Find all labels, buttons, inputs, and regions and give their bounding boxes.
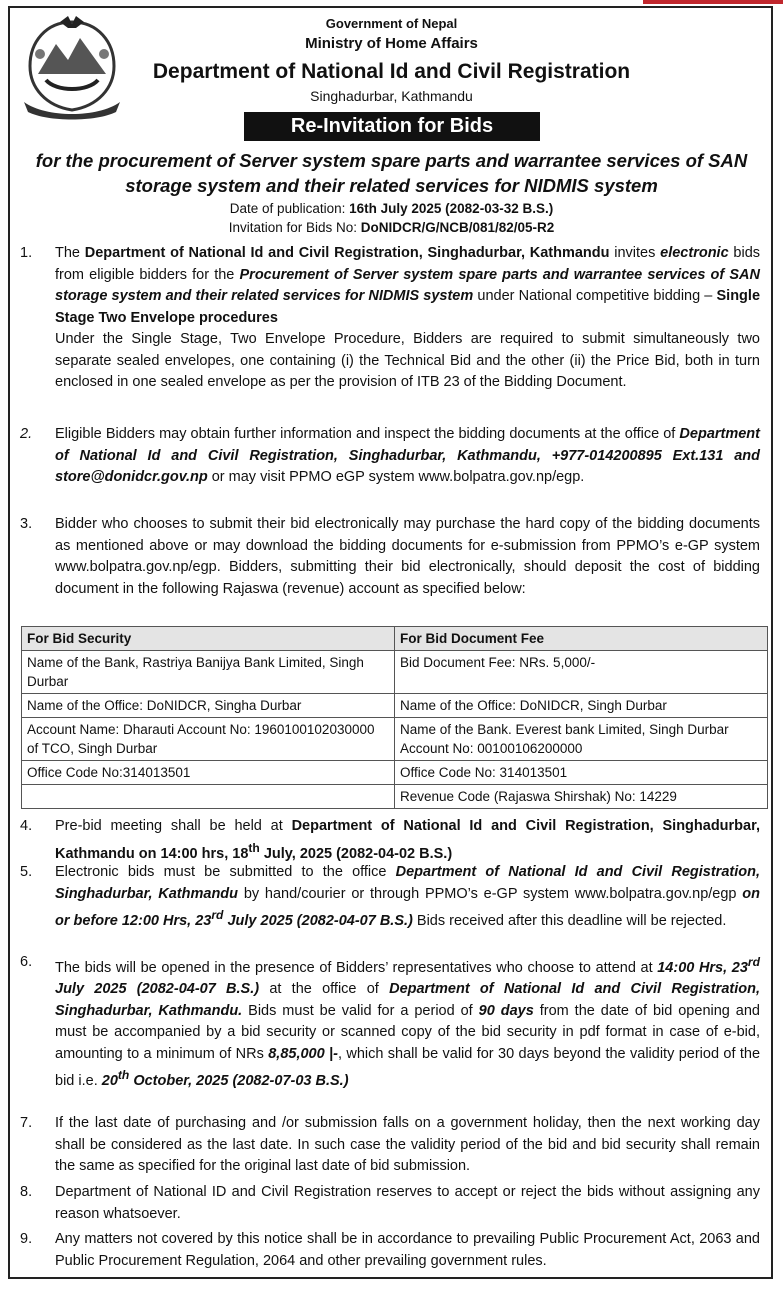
table-cell: Account Name: Dharauti Account No: 1960100102030000 of TCO, Singh Durbar [22,718,395,761]
validity-period: 90 days [478,1002,534,1019]
opening-time: 14:00 Hrs, 23 [657,959,748,976]
procurement-title: Procurement of Server system spare parts and warrantee services of SAN storage system and their related services for NIDMIS system [55,266,760,304]
item-number: 5. [20,864,33,880]
text-run: Bids must be valid for a period of [242,1002,479,1019]
opening-date: July 2025 (2082-04-07 B.S.) [55,981,260,998]
text-run: bids from eligible bidders for the [55,245,761,283]
ordinal-suffix: th [117,1068,130,1083]
table-header-row [22,627,768,651]
item-text: Department of National ID and Civil Registration reserves to accept or reject the bids without assigning any reason whatsoever. [55,1184,760,1222]
item-number: 6. [20,954,33,970]
text-run: Eligible Bidders may obtain further information and inspect the bidding documents at the office of [55,426,680,442]
text-run: The [55,245,85,261]
text-run: , which shall be valid for 30 days beyond the validity period of the bid i.e. [55,1045,761,1090]
validity-date: October, 2025 (2082-07-03 B.S.) [129,1073,349,1090]
table-cell [22,785,395,809]
list-item-7 [20,1113,760,1178]
location-heading: Singhadurbar, Kathmandu [310,88,473,104]
text-run: under National competitive bidding – [473,288,717,304]
table-cell: Bid Document Fee: NRs. 5,000/- [395,651,768,694]
ordinal-suffix: rd [211,908,224,922]
text-run: The bids will be opened in the presence of Bidders’ representatives who choose to attend at [55,959,658,976]
text-run: or may visit PPMO eGP system www.bolpatra.gov.np/egp. [207,469,585,485]
submission-office: Department of National Id and Civil Registration, Singhadurbar, Kathmandu [55,864,760,902]
item-number: 2. [20,426,33,442]
table-row [22,761,768,785]
table-cell: Name of the Bank. Everest bank Limited, Singh Durbar Account No: 00100106200000 [395,718,768,761]
item-number: 7. [20,1115,33,1131]
publication-date: 16th July 2025 (2082-03-32 B.S.) [349,201,554,216]
invitation-label: Invitation for Bids No: [228,220,361,235]
list-item-2 [20,424,760,489]
text-run: at the office of [259,981,390,998]
text-run: from the date of bid opening and must be accompanied by a bid security or scanned copy of the bid security in pdf format in case of e-bid, amounting to a minimum of NRs [55,1002,760,1062]
department-heading: Department of National Id and Civil Registration [152,60,631,83]
list-item-8 [20,1182,760,1225]
table-cell: Office Code No:314013501 [22,761,395,785]
procedure-name: Single Stage Two Envelope procedures [55,288,761,326]
table-cell: Revenue Code (Rajaswa Shirshak) No: 14229 [395,785,768,809]
item-number: 8. [20,1184,33,1200]
bid-security-amount: 8,85,000 |- [268,1045,338,1062]
department-name: Department of National Id and Civil Registration, Singhadurbar, Kathmandu [84,245,610,261]
ordinal-suffix: rd [747,955,760,969]
item-text: Any matters not covered by this notice shall be in accordance to prevailing Public Procurement Act, 2063 and Public Procurement Regulation, 2064 and other prevailing government rules. [55,1231,760,1269]
item-text: Bidder who chooses to submit their bid electronically may purchase the hard copy of the bidding documents as mentioned above or may download the bidding documents for e-submission from PPMO’s e-GP system www.bolpatra.gov.np/egp. Bidders, submitting their bid electronically, should deposit the cost of bidding document in the following Rajaswa (revenue) account as specified below: [55,516,760,597]
table-row [22,651,768,694]
item-text [55,816,760,865]
list-item-6 [20,952,760,1093]
text-run: Pre-bid meeting shall be held at [55,818,292,834]
text-run: invites [609,245,661,261]
table-header: For Bid Document Fee [395,627,768,651]
item-number: 9. [20,1231,33,1247]
table-cell: Name of the Office: DoNIDCR, Singha Durbar [22,694,395,718]
office-contact: Department of National Id and Civil Registration, Singhadurbar, Kathmandu, +977-014200895 Ext.131 and store@donidcr.gov.np [55,426,760,485]
item-paragraph: Under the Single Stage, Two Envelope Procedure, Bidders are required to submit simultaneously two separate sealed envelopes, one containing (i) the Technical Bid and the other (ii) the Price Bid, both in turn enclosed in one sealed envelope as per the provision of ITB 23 of the Bidding Document. [55,331,760,390]
text-run: Bids received after this deadline will be rejected. [412,912,727,929]
text-run: Electronic bids must be submitted to the office [55,864,396,880]
item-text [55,952,760,1093]
table-row [22,785,768,809]
government-heading: Government of Nepal [325,16,458,31]
text-run: by hand/courier or through PPMO’s e-GP system www.bolpatra.gov.np/egp [238,885,743,902]
item-text [55,243,760,329]
publication-date-line [0,201,783,216]
item-text [55,862,760,932]
bank-account-table [21,626,768,809]
publication-label: Date of publication: [229,201,350,216]
list-item-1 [20,243,760,394]
item-number: 1. [20,245,33,261]
invitation-number: DoNIDCR/G/NCB/081/82/05-R2 [360,220,555,235]
list-item-9 [20,1229,760,1272]
item-number: 3. [20,516,33,532]
table-cell: Name of the Office: DoNIDCR, Singh Durbar [395,694,768,718]
validity-day: 20 [101,1073,118,1090]
prebid-date: July, 2025 (2082-04-02 B.S.) [259,845,453,862]
prebid-venue: Department of National Id and Civil Registration, Singhadurbar, Kathmandu on 14:00 hrs, 18 [55,818,760,862]
list-item-3 [20,514,760,600]
deadline-time: on or before 12:00 Hrs, 23 [55,885,760,929]
list-item-5 [20,862,760,932]
list-item-4 [20,816,760,865]
table-cell: Name of the Bank, Rastriya Banijya Bank Limited, Singh Durbar [22,651,395,694]
opening-office: Department of National Id and Civil Registration, Singhadurbar, Kathmandu. [55,981,760,1019]
item-text [55,424,760,489]
corner-accent [643,0,783,4]
deadline-date: July 2025 (2082-04-07 B.S.) [223,912,413,929]
electronic-emphasis: electronic [660,245,729,261]
item-text: If the last date of purchasing and /or submission falls on a government holiday, then the next working day shall be considered as the last date. In such case the validity period of the bid and bid security shall remain the same as specified for the original last date of bid submission. [55,1115,760,1174]
invitation-number-line [0,220,783,235]
item-number: 4. [20,818,33,834]
notice-subject: for the procurement of Server system spare parts and warrantee services of SAN storage system and their related services for NIDMIS system [35,150,748,196]
table-row [22,718,768,761]
ministry-heading: Ministry of Home Affairs [305,35,478,52]
table-cell: Office Code No: 314013501 [395,761,768,785]
table-row [22,694,768,718]
ordinal-suffix: th [248,840,260,855]
notice-title: Re-Invitation for Bids [244,112,540,141]
table-header: For Bid Security [22,627,395,651]
